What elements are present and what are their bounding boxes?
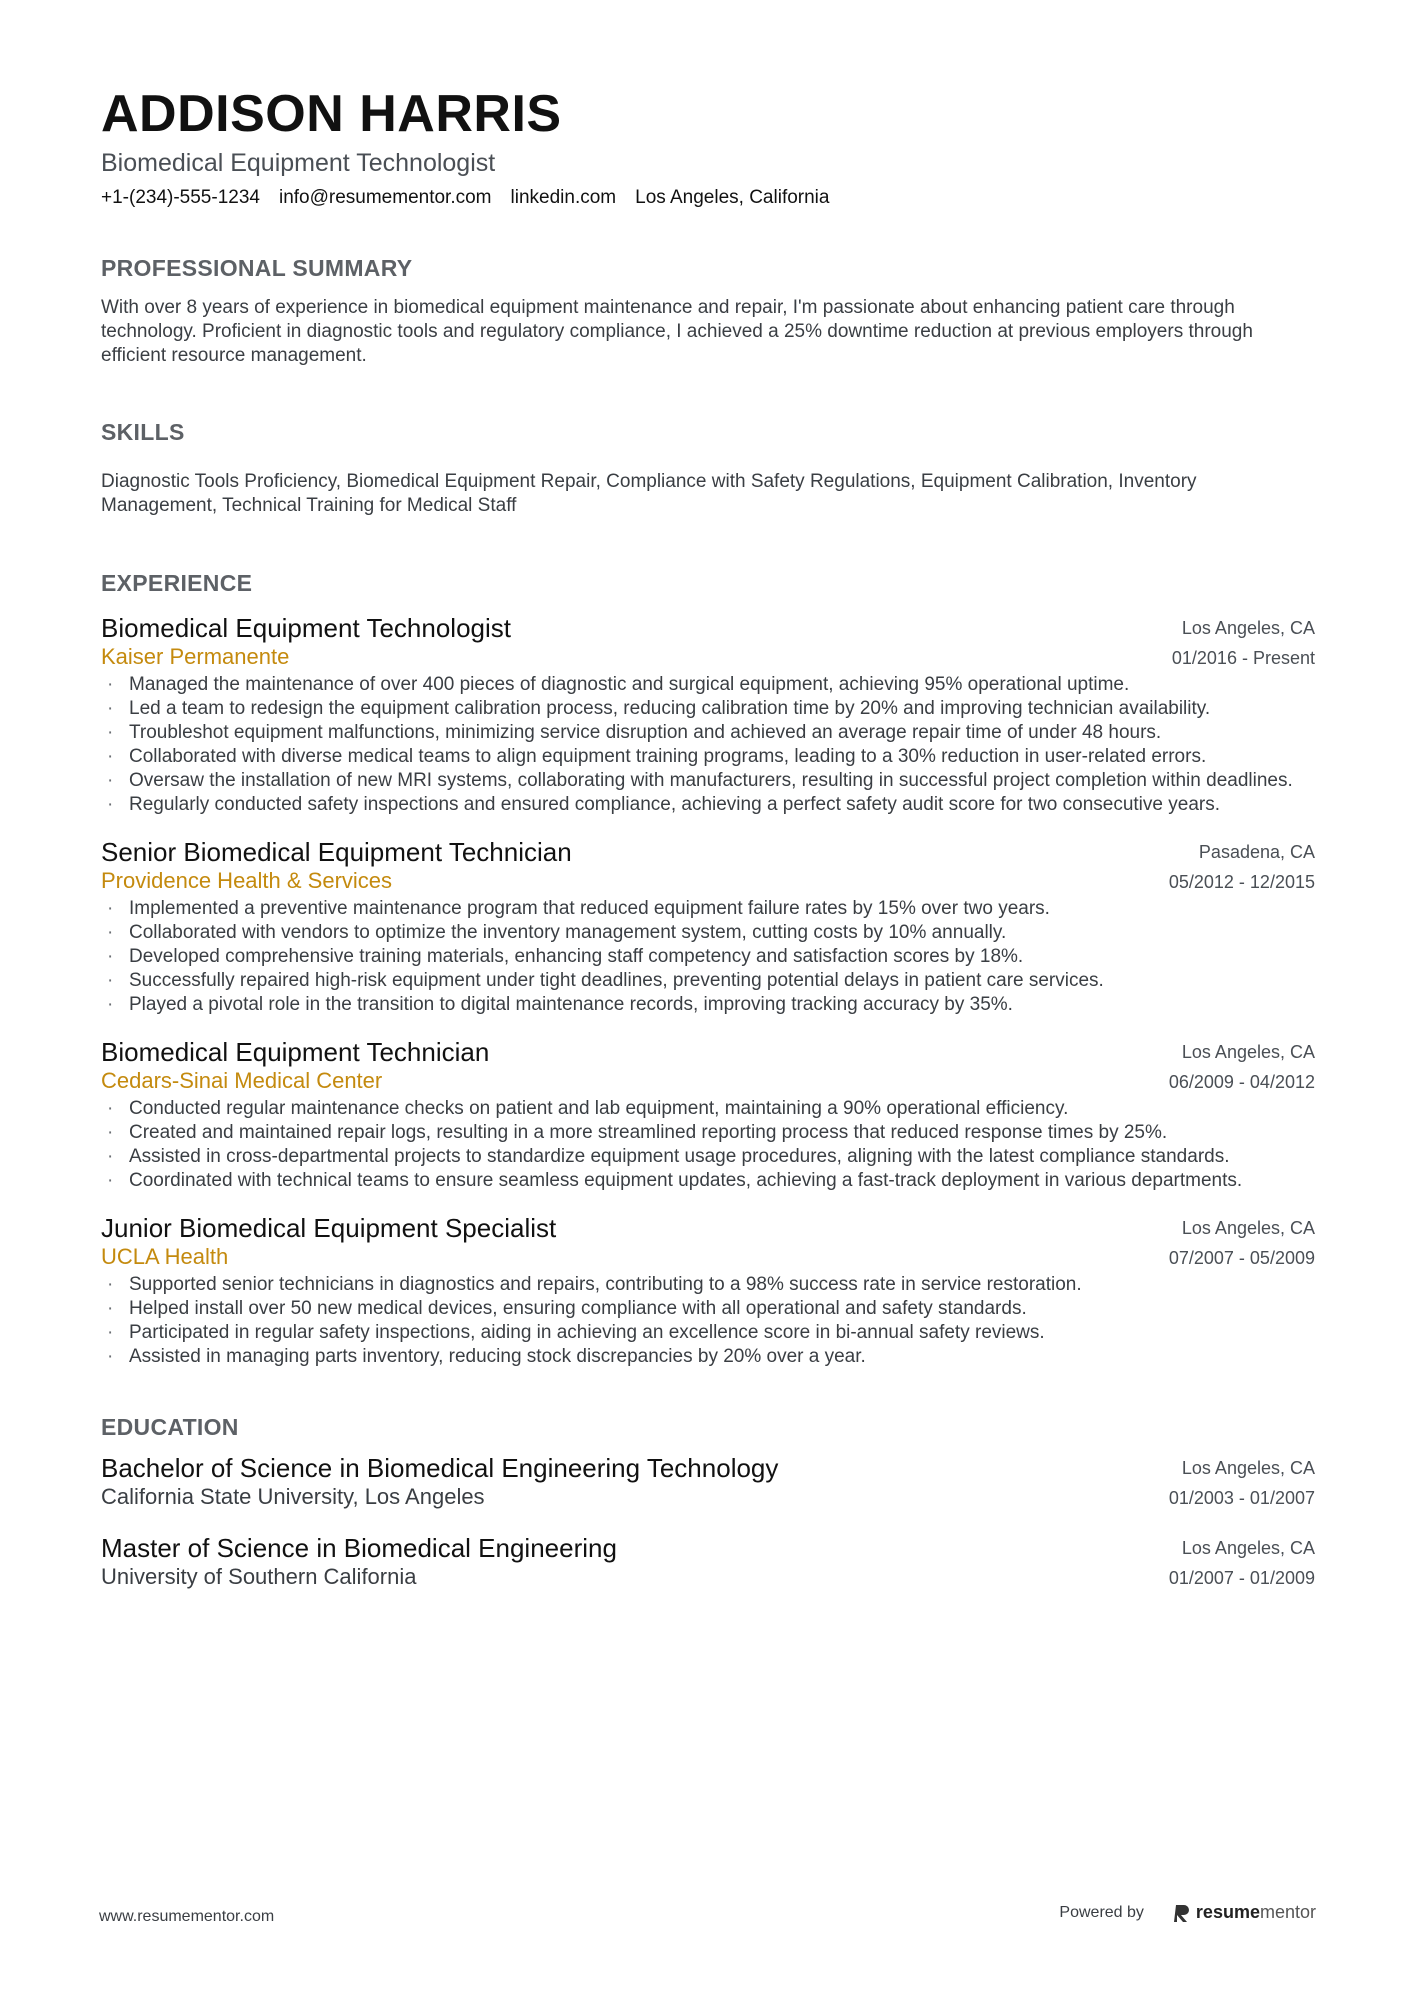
job-header: [101, 613, 1315, 671]
degree-title: Master of Science in Biomedical Engineering: [101, 1533, 617, 1563]
school-name: University of Southern California: [101, 1564, 417, 1589]
job-meta: [1169, 837, 1315, 897]
job-bullets: [101, 1273, 1315, 1369]
job-bullet: · Regularly conducted safety inspections and ensured compliance, achieving a perfect safety audit score for two consecutive years.: [101, 793, 1315, 817]
education-header: [101, 1453, 1315, 1511]
job-location: Pasadena, CA: [1198, 842, 1315, 862]
job-header: [101, 1037, 1315, 1095]
job-meta: [1169, 1213, 1315, 1273]
job-title: Senior Biomedical Equipment Technician: [101, 837, 572, 867]
job-bullet: · Successfully repaired high-risk equipment under tight deadlines, preventing potential delays in patient care services.: [101, 969, 1315, 993]
contact-line: [101, 186, 1315, 210]
degree-title: Bachelor of Science in Biomedical Engineering Technology: [101, 1453, 779, 1483]
job-dates: 07/2007 - 05/2009: [1168, 1248, 1315, 1268]
candidate-title: Biomedical Equipment Technologist: [101, 149, 496, 177]
job-entry: [101, 1213, 1315, 1369]
job-entry: [101, 613, 1315, 817]
job-header: [101, 1213, 1315, 1271]
school-name: California State University, Los Angeles: [101, 1484, 485, 1509]
job-meta: [1169, 1037, 1315, 1097]
job-bullet: · Conducted regular maintenance checks on patient and lab equipment, maintaining a 90% operational efficiency.: [101, 1097, 1315, 1121]
education-entry: [101, 1453, 1315, 1511]
education-heading: EDUCATION: [101, 1414, 239, 1440]
job-bullet: · Participated in regular safety inspections, aiding in achieving an excellence score in bi-annual safety reviews.: [101, 1321, 1315, 1345]
education-dates: 01/2007 - 01/2009: [1168, 1568, 1315, 1588]
job-title: Biomedical Equipment Technologist: [101, 613, 511, 643]
skills-heading: SKILLS: [101, 419, 185, 445]
experience-heading: EXPERIENCE: [101, 570, 253, 596]
footer-website[interactable]: www.resumementor.com: [99, 1908, 275, 1925]
company-name: Kaiser Permanente: [101, 644, 290, 669]
job-bullet: · Collaborated with diverse medical teams to align equipment training programs, leading to a 30% reduction in user-related errors.: [101, 745, 1315, 769]
education-meta: [1169, 1453, 1315, 1513]
company-name: Cedars-Sinai Medical Center: [101, 1068, 383, 1093]
powered-by-label: Powered by: [1059, 1903, 1144, 1921]
job-bullet: · Troubleshot equipment malfunctions, minimizing service disruption and achieved an average repair time of under 48 hours.: [101, 721, 1315, 745]
job-bullet: · Implemented a preventive maintenance program that reduced equipment failure rates by 15% over two years.: [101, 897, 1315, 921]
education-location: Los Angeles, CA: [1181, 1458, 1315, 1478]
education-entry: [101, 1533, 1315, 1591]
job-bullet: · Created and maintained repair logs, resulting in a more streamlined reporting process that reduced response times by 25%.: [101, 1121, 1315, 1145]
job-bullet: · Developed comprehensive training materials, enhancing staff competency and satisfaction scores by 18%.: [101, 945, 1315, 969]
brand-name-bold: resume: [1195, 1902, 1260, 1922]
candidate-name: ADDISON HARRIS: [101, 85, 562, 143]
job-meta: [1172, 613, 1315, 673]
summary-section: [101, 254, 1315, 368]
job-bullets: [101, 673, 1315, 817]
education-section: [101, 1413, 1315, 1591]
job-bullet: · Oversaw the installation of new MRI systems, collaborating with manufacturers, resulting in successful project completion within deadlines.: [101, 769, 1315, 793]
education-dates: 01/2003 - 01/2007: [1168, 1488, 1315, 1508]
summary-heading: PROFESSIONAL SUMMARY: [101, 255, 413, 281]
job-bullet: · Supported senior technicians in diagnostics and repairs, contributing to a 98% success rate in service restoration.: [101, 1273, 1315, 1297]
education-location: Los Angeles, CA: [1181, 1538, 1315, 1558]
job-bullet: · Managed the maintenance of over 400 pieces of diagnostic and surgical equipment, achieving 95% operational uptime.: [101, 673, 1315, 697]
resume-page: [101, 84, 1315, 1591]
job-bullet: · Coordinated with technical teams to ensure seamless equipment updates, achieving a fast-track deployment in various departments.: [101, 1169, 1315, 1193]
job-location: Los Angeles, CA: [1181, 618, 1315, 638]
job-entry: [101, 837, 1315, 1017]
job-bullet: · Collaborated with vendors to optimize the inventory management system, cutting costs by 10% annually.: [101, 921, 1315, 945]
resumementor-logo-icon: [1174, 1903, 1190, 1923]
job-title: Biomedical Equipment Technician: [101, 1037, 490, 1067]
job-location: Los Angeles, CA: [1181, 1042, 1315, 1062]
job-entry: [101, 1037, 1315, 1193]
job-title: Junior Biomedical Equipment Specialist: [101, 1213, 557, 1243]
job-bullet: · Played a pivotal role in the transition to digital maintenance records, improving tracking accuracy by 35%.: [101, 993, 1315, 1017]
job-header: [101, 837, 1315, 895]
education-meta: [1169, 1533, 1315, 1593]
education-list: [101, 1453, 1315, 1591]
job-location: Los Angeles, CA: [1181, 1218, 1315, 1238]
job-bullet: · Helped install over 50 new medical devices, ensuring compliance with all operational and safety standards.: [101, 1297, 1315, 1321]
education-header: [101, 1533, 1315, 1591]
job-dates: 06/2009 - 04/2012: [1168, 1072, 1315, 1092]
brand-logo[interactable]: [1174, 1902, 1316, 1923]
company-name: UCLA Health: [101, 1244, 229, 1269]
contact-phone: +1-(234)-555-1234: [101, 187, 260, 208]
skills-section: [101, 418, 1315, 518]
contact-email[interactable]: info@resumementor.com: [278, 187, 492, 208]
job-bullet: · Assisted in cross-departmental projects to standardize equipment usage procedures, aligning with the latest compliance standards.: [101, 1145, 1315, 1169]
job-bullets: [101, 897, 1315, 1017]
contact-linkedin[interactable]: linkedin.com: [510, 187, 617, 208]
job-dates: 01/2016 - Present: [1171, 648, 1315, 668]
job-dates: 05/2012 - 12/2015: [1168, 872, 1315, 892]
experience-list: [101, 613, 1315, 1369]
company-name: Providence Health & Services: [101, 868, 393, 893]
job-bullets: [101, 1097, 1315, 1193]
brand-name-light: mentor: [1259, 1902, 1316, 1922]
skills-text: Diagnostic Tools Proficiency, Biomedical Equipment Repair, Compliance with Safety Regulations, Equipment Calibration, Inventory Management, Technical Training for Medical Staff: [101, 471, 1197, 516]
job-bullet: · Assisted in managing parts inventory, reducing stock discrepancies by 20% over a year.: [101, 1345, 1315, 1369]
summary-text: With over 8 years of experience in biomedical equipment maintenance and repair, I'm passionate about enhancing patient care through technology. Proficient in diagnostic tools and regulatory compliance, I achieved a 25% downtime reduction at previous employers through efficient resource management.: [101, 297, 1253, 366]
footer-branding: [1059, 1902, 1316, 1923]
job-bullet: · Led a team to redesign the equipment calibration process, reducing calibration time by 20% and improving technician availability.: [101, 697, 1315, 721]
contact-location: Los Angeles, California: [635, 187, 830, 208]
experience-section: [101, 569, 1315, 1369]
